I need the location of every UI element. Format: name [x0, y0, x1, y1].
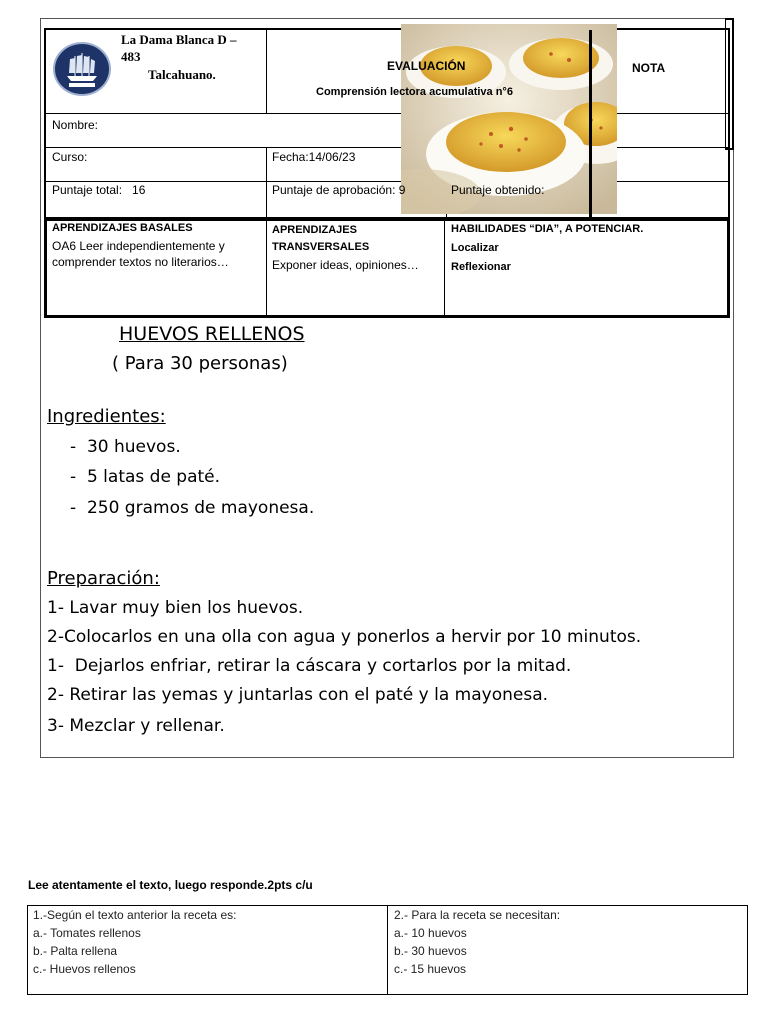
school-number: 483: [121, 49, 141, 64]
preparation-step: 2- Retirar las yemas y juntarlas con el paté y la mayonesa.: [47, 685, 549, 705]
ingredient-text: 5 latas de paté.: [86, 467, 221, 487]
ingredient-text: 250 gramos de mayonesa.: [86, 498, 315, 518]
preparation-step: 3- Mezclar y rellenar.: [47, 716, 225, 736]
ingredient-text: 30 huevos.: [86, 437, 181, 457]
question-2: [394, 906, 560, 978]
divider: [46, 181, 728, 182]
question-prompt: 1.-Según el texto anterior la receta es:: [33, 908, 237, 922]
course-label: Curso:: [52, 150, 88, 164]
divider: [46, 113, 728, 114]
divider: [589, 30, 592, 217]
divider: [266, 220, 267, 316]
answer-option: c.- 15 huevos: [394, 962, 467, 976]
school-name: La Dama Blanca D –: [121, 32, 237, 47]
transversal-text: Exponer ideas, opiniones…: [272, 258, 419, 272]
basal-title: APRENDIZAJES BASALES: [52, 222, 193, 234]
divider: [444, 220, 445, 316]
answer-option: b.- Palta rellena: [33, 944, 118, 958]
evaluation-subtitle: Comprensión lectora acumulativa n°6: [316, 86, 513, 98]
ingredients-heading: Ingredientes:: [47, 406, 166, 427]
answer-option: b.- 30 huevos: [394, 944, 467, 958]
question-1: [33, 906, 236, 978]
divider: [387, 905, 388, 995]
answer-option: a.- 10 huevos: [394, 926, 467, 940]
preparation-step: 1- Dejarlos enfriar, retirar la cáscara y cortarlos por la mitad.: [47, 656, 572, 676]
preparation-heading: Preparación:: [47, 568, 160, 589]
skill-item: Reflexionar: [451, 261, 511, 273]
ingredient-item: - 250 gramos de mayonesa.: [70, 498, 315, 518]
answer-option: c.- Huevos rellenos: [33, 962, 136, 976]
question-prompt: 2.- Para la receta se necesitan:: [394, 908, 561, 922]
preparation-step: 1- Lavar muy bien los huevos.: [47, 598, 304, 618]
instructions: Lee atentamente el texto, luego responde.2pts c/u: [28, 878, 313, 892]
total-score: Puntaje total: 16: [52, 183, 146, 197]
recipe-title: HUEVOS RELLENOS: [119, 323, 305, 345]
school-city: Talcahuano.: [148, 67, 216, 82]
evaluation-title: EVALUACIÓN: [387, 59, 466, 73]
preparation-step: 2-Colocarlos en una olla con agua y ponerlos a hervir por 10 minutos.: [47, 627, 642, 647]
date-label: Fecha:14/06/23: [272, 150, 356, 164]
basal-text: OA6 Leer independientemente y comprender textos no literarios…: [52, 239, 229, 269]
name-label: Nombre:: [52, 118, 99, 132]
ingredient-item: - 30 huevos.: [70, 437, 181, 457]
skill-item: Localizar: [451, 242, 499, 254]
transversal-title: APRENDIZAJES TRANSVERSALES: [272, 224, 370, 253]
approval-score: Puntaje de aprobación: 9: [272, 183, 406, 197]
divider: [266, 147, 267, 217]
obtained-score: Puntaje obtenido:: [451, 183, 545, 197]
grade-label: NOTA: [632, 61, 666, 75]
divider: [266, 30, 267, 114]
recipe-servings: ( Para 30 personas): [112, 353, 288, 374]
ingredient-item: - 5 latas de paté.: [70, 467, 221, 487]
school-logo: [53, 42, 111, 96]
answer-option: a.- Tomates rellenos: [33, 926, 141, 940]
skills-title: HABILIDADES “DIA”, A POTENCIAR.: [451, 223, 644, 235]
divider: [46, 147, 728, 148]
